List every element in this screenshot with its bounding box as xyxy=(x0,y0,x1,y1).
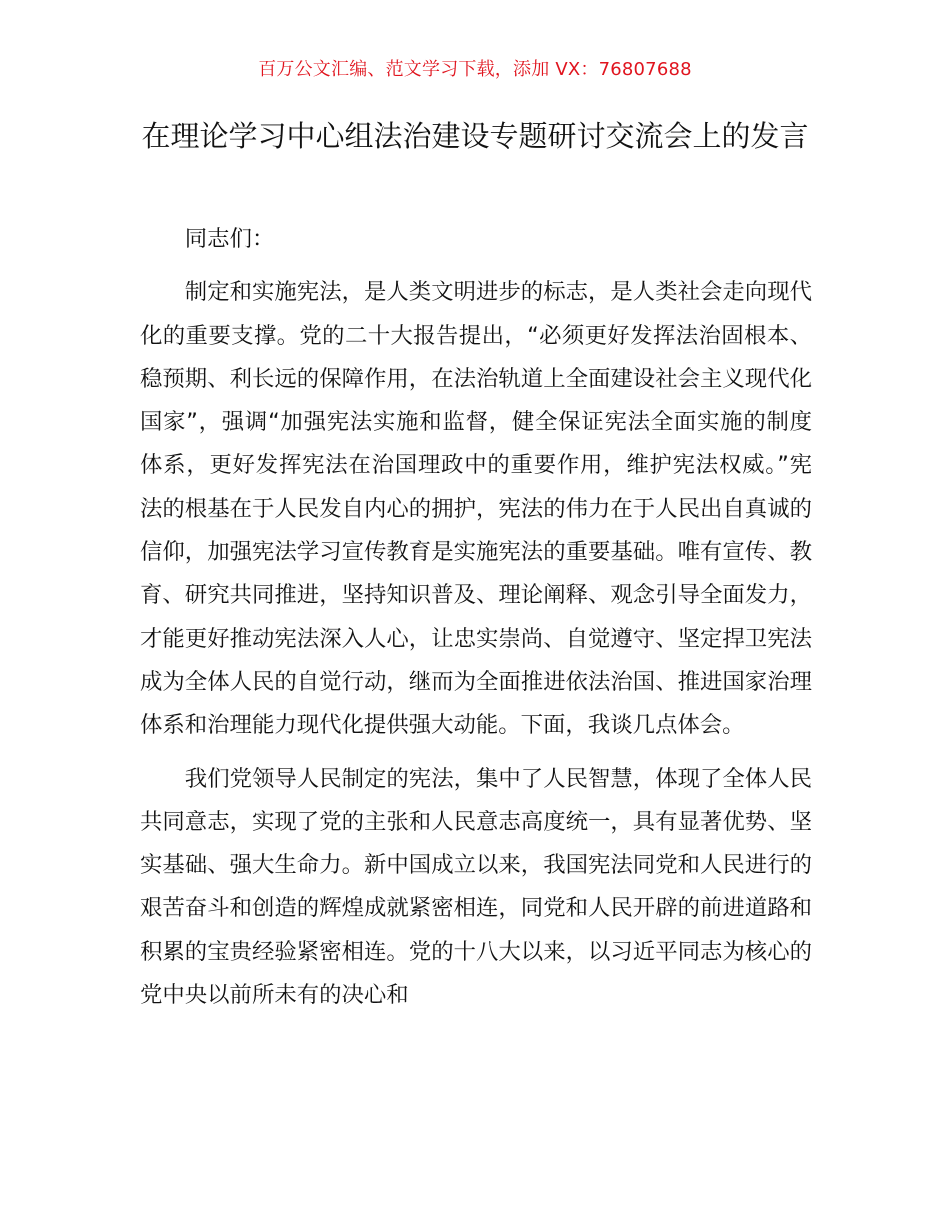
document-title: 在理论学习中心组法治建设专题研讨交流会上的发言 xyxy=(141,119,809,153)
watermark-banner: 百万公文汇编、范文学习下载，添加 VX：76807688 xyxy=(258,59,692,80)
paragraph-1: 制定和实施宪法，是人类文明进步的标志，是人类社会走向现代化的重要支撑。党的二十大报告提出，“必须更好发挥法治固根本、稳预期、利长远的保障作用，在法治轨道上全面建设社会主义现代化国家”，强调“加强宪法实施和监督，健全保证宪法全面实施的制度体系，更好发挥宪法在治国理政中的重要作用，维护宪法权威。”宪法的根基在于人民发自内心的拥护，宪法的伟力在于人民出自真诚的信仰，加强宪法学习宣传教育是实施宪法的重要基础。唯有宣传、教育、研究共同推进，坚持知识普及、理论阐释、观念引导全面发力，才能更好推动宪法深入人心，让忠实崇尚、自觉遵守、坚定捍卫宪法成为全体人民的自觉行动，继而为全面推进依法治国、推进国家治理体系和治理能力现代化提供强大动能。下面，我谈几点体会。 xyxy=(140,279,812,739)
paragraph-2: 我们党领导人民制定的宪法，集中了人民智慧，体现了全体人民共同意志，实现了党的主张和人民意志高度统一，具有显著优势、坚实基础、强大生命力。新中国成立以来，我国宪法同党和人民进行的艰苦奋斗和创造的辉煌成就紧密相连，同党和人民开辟的前进道路和积累的宝贵经验紧密相连。党的十八大以来，以习近平同志为核心的党中央以前所未有的决心和 xyxy=(140,765,812,1009)
document-body xyxy=(140,218,812,1017)
greeting: 同志们： xyxy=(184,226,275,252)
